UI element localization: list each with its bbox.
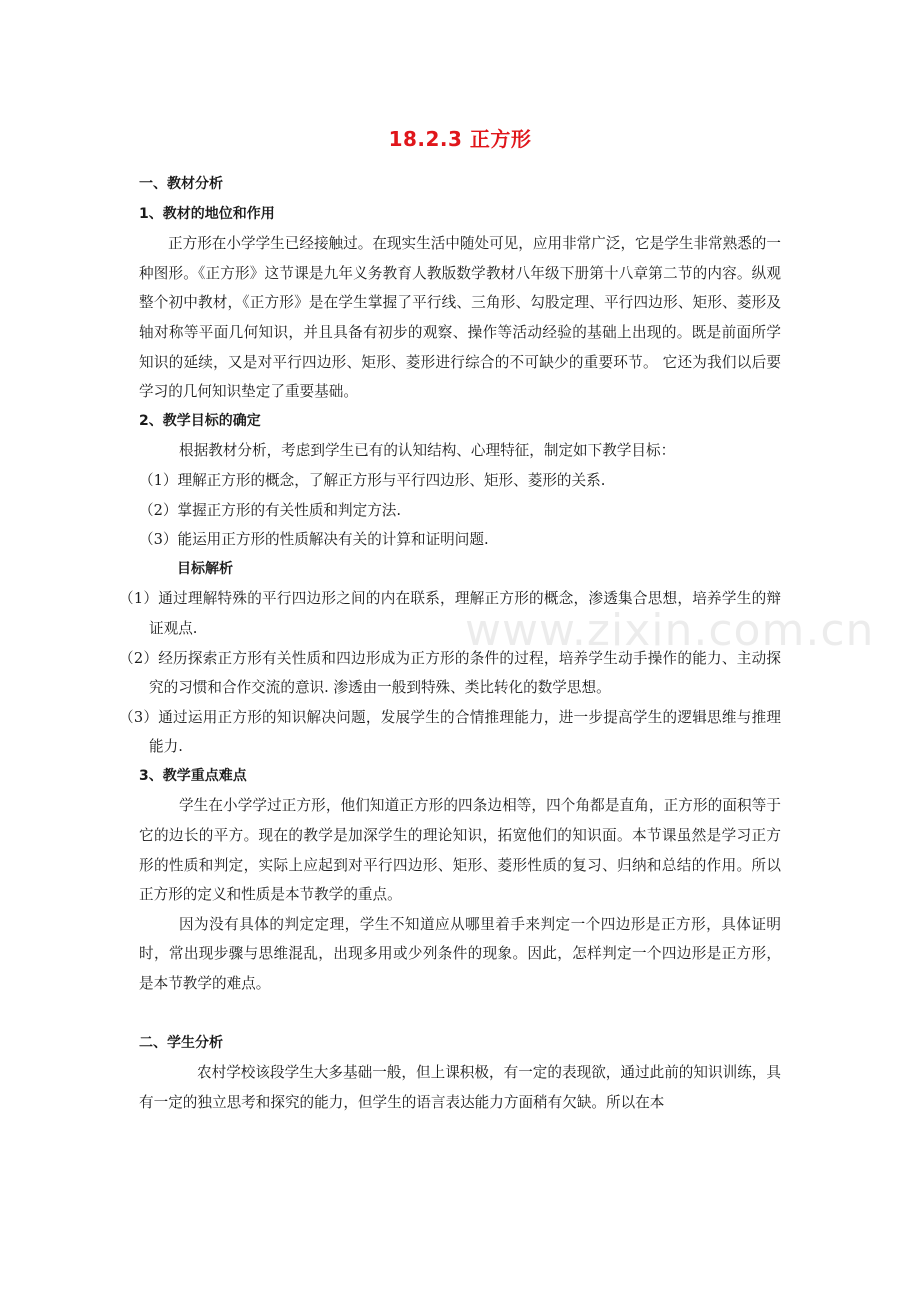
goal-item-3: （3）能运用正方形的性质解决有关的计算和证明问题. bbox=[139, 531, 489, 549]
subsection-heading-teaching-goals: 2、教学目标的确定 bbox=[139, 412, 261, 429]
goal-item-1: （1）理解正方形的概念，了解正方形与平行四边形、矩形、菱形的关系. bbox=[139, 471, 606, 489]
section-heading-student-analysis: 二、学生分析 bbox=[139, 1034, 223, 1051]
subsection-heading-key-difficult-points: 3、教学重点难点 bbox=[139, 767, 247, 784]
paragraph-key-points: 学生在小学学过正方形，他们知道正方形的四条边相等，四个角都是直角，正方形的面积等于它的边长的平方。现在的教学是加深学生的理论知识，拓宽他们的知识面。本节课虽然是学习正方形的性质和判定，实际上应起到对平行四边形、矩形、菱形性质的复习、归纳和总结的作用。所以正方形的定义和性质是本节教学的重点。 bbox=[139, 797, 781, 904]
goal-item-2: （2）掌握正方形的有关性质和判定方法. bbox=[139, 501, 402, 519]
goal-analysis-item-2: （2）经历探索正方形有关性质和四边形成为正方形的条件的过程，培养学生动手操作的能力、主动探究的习惯和合作交流的意识. 渗透由一般到特殊、类比转化的数学思想。 bbox=[119, 649, 781, 697]
subsection-heading-position-role: 1、教材的地位和作用 bbox=[139, 205, 275, 222]
paragraph-goals-intro: 根据教材分析，考虑到学生已有的认知结构、心理特征，制定如下教学目标： bbox=[179, 442, 676, 460]
paragraph-student-analysis: 农村学校该段学生大多基础一般，但上课积极，有一定的表现欲，通过此前的知识训练，具有一定的独立思考和探究的能力，但学生的语言表达能力方面稍有欠缺。所以在本 bbox=[139, 1064, 781, 1111]
document-body bbox=[119, 170, 781, 1117]
document-title: 18.2.3 正方形 bbox=[388, 127, 532, 151]
goal-analysis-item-1: （1）通过理解特殊的平行四边形之间的内在联系，理解正方形的概念，渗透集合思想，培养学生的辩证观点. bbox=[119, 590, 781, 637]
paragraph-position-role: 正方形在小学学生已经接触过。在现实生活中随处可见，应用非常广泛，它是学生非常熟悉的一种图形。《正方形》这节课是九年义务教育人教版数学教材八年级下册第十八章第二节的内容。纵观整个初中教材，《正方形》是在学生掌握了平行线、三角形、勾股定理、平行四边形、矩形、菱形及轴对称等平面几何知识，并且具备有初步的观察、操作等活动经验的基础上出现的。既是前面所学知识的延续，又是对平行四边形、矩形、菱形进行综合的不可缺少的重要环节。 它还为我们以后要学习的几何知识垫定了重要基础。 bbox=[139, 235, 781, 401]
goal-analysis-item-3: （3）通过运用正方形的知识解决问题，发展学生的合情推理能力，进一步提高学生的逻辑思维与推理能力. bbox=[119, 708, 781, 756]
subheading-goal-analysis: 目标解析 bbox=[177, 560, 233, 577]
paragraph-difficult-points: 因为没有具体的判定定理，学生不知道应从哪里着手来判定一个四边形是正方形，具体证明时，常出现步骤与思维混乱，出现多用或少列条件的现象。因此，怎样判定一个四边形是正方形，是本节教学的难点。 bbox=[139, 915, 781, 993]
watermark-text: www.zixin.com.cn bbox=[465, 605, 875, 656]
section-spacer bbox=[139, 999, 781, 1029]
section-heading-textbook-analysis: 一、教材分析 bbox=[139, 176, 223, 192]
